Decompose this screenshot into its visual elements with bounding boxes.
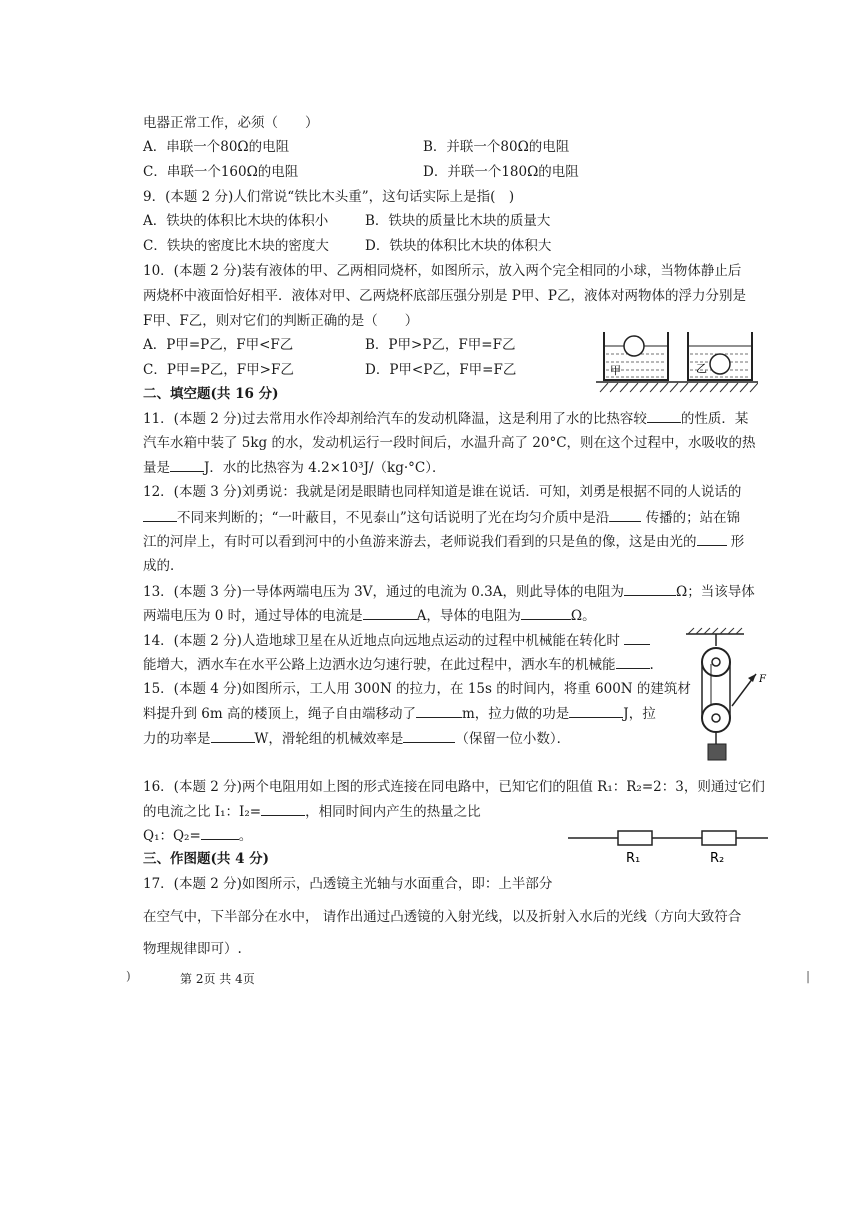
answer-blank[interactable] — [261, 801, 305, 816]
question-15-text-e: W，滑轮组的机械效率是 — [254, 731, 404, 747]
question-14-text-c: . — [649, 657, 654, 673]
answer-blank[interactable] — [521, 605, 571, 620]
question-11-text-d: J．水的比热容为 4.2×10³J/（kg·°C）． — [204, 460, 446, 476]
option-9a: A．铁块的体积比木块的体积小 — [143, 213, 329, 229]
question-17-line-3: 物理规律即可）. — [143, 941, 242, 957]
question-13-text-c: 两端电压为 0 时，通过导体的电流是 — [143, 608, 363, 624]
option-8c: C．串联一个160Ω的电阻 — [143, 164, 299, 180]
page-footer: 第 2页 共 4页 — [180, 972, 255, 986]
movable-pulley — [702, 704, 730, 732]
option-9d: D．铁块的体积比木块的体积大 — [365, 238, 552, 254]
question-15-text-c: J，拉 — [623, 706, 656, 722]
answer-blank[interactable] — [201, 825, 239, 840]
question-13-text-a: 13．(本题 3 分)一导体两端电压为 3V，通过的电流为 0.3A，则此导体的电阻为 — [143, 584, 625, 600]
section-2-heading: 二、填空题(共 16 分) — [143, 386, 279, 402]
answer-blank[interactable] — [363, 605, 417, 620]
question-13-text-e: Ω。 — [570, 608, 596, 624]
resistor-circuit-figure — [568, 826, 770, 868]
ceiling-hatching — [686, 628, 744, 634]
question-10-stem-line-1: 10．(本题 2 分)装有液体的甲、乙两相同烧杯，如图所示，放入两个完全相同的小球，当物体静止后 — [143, 263, 742, 279]
option-9c: C．铁块的密度比木块的密度大 — [143, 238, 329, 254]
question-10-stem-line-3: F甲、F乙，则对它们的判断正确的是（ ） — [143, 313, 419, 329]
beakers-figure — [596, 326, 758, 394]
question-13-line-2 — [143, 605, 596, 626]
question-12-text-a: 不同来判断的；“一叶蔽目，不见泰山”这句话说明了光在均匀介质中是沿 — [177, 510, 610, 526]
question-14-line-2 — [143, 654, 654, 675]
section-3-heading: 三、作图题(共 4 分) — [143, 851, 270, 867]
option-10b: B．P甲>P乙，F甲=F乙 — [365, 337, 516, 353]
answer-blank[interactable] — [624, 581, 676, 596]
answer-blank[interactable] — [624, 630, 650, 645]
answer-blank[interactable] — [647, 408, 681, 423]
question-10-stem-line-2: 两烧杯中液面恰好相平．液体对甲、乙两烧杯底部压强分别是 P甲、P乙，液体对两物体的浮力分别是 — [143, 288, 746, 304]
question-11-line-2: 汽车水箱中装了 5kg 的水，发动机运行一段时间后，水温升高了 20°C，则在这个过程中，水吸收的热 — [143, 435, 756, 451]
option-8b: B．并联一个80Ω的电阻 — [423, 139, 570, 155]
question-8-stem-tail: 电器正常工作，必须（ ） — [143, 115, 319, 131]
option-10a: A．P甲=P乙，F甲<F乙 — [143, 337, 294, 353]
fixed-pulley — [702, 648, 730, 676]
question-15-line-3 — [143, 728, 570, 749]
question-14-text-a: 14．(本题 2 分)人造地球卫星在从近地点向远地点运动的过程中机械能在转化时 — [143, 633, 620, 649]
question-15-line-1: 15．(本题 4 分)如图所示，工人用 300N 的拉力，在 15s 的时间内，将重 600N 的建筑材 — [143, 681, 691, 697]
answer-blank[interactable] — [211, 728, 255, 743]
answer-blank[interactable] — [697, 531, 727, 546]
question-11-text-b: 的性质．某 — [680, 411, 749, 427]
binding-mark: ) — [126, 969, 131, 983]
question-16-line-1: 16．(本题 2 分)两个电阻用如上图的形式连接在同电路中，已知它们的阻值 R₁：R₂=2：3，则通过它们 — [143, 779, 765, 795]
question-11-text-c: 量是 — [143, 460, 170, 476]
load-block — [708, 744, 726, 760]
question-15-text-a: 料提升到 6m 高的楼顶上，绳子自由端移动了 — [143, 706, 416, 722]
question-16-text-a: 的电流之比 I₁：I₂= — [143, 804, 262, 820]
question-15-line-2 — [143, 703, 656, 724]
question-13-text-b: Ω；当该导体 — [676, 584, 755, 600]
question-12-line-4: 成的． — [143, 558, 184, 574]
question-11-line-1 — [143, 408, 748, 429]
answer-blank[interactable] — [416, 703, 462, 718]
question-12-text-b: 传播的；站在锦 — [645, 510, 741, 526]
question-9-options-row-2 — [143, 236, 552, 256]
question-15-text-b: m，拉力做的功是 — [461, 706, 570, 722]
r1-label: R₁ — [626, 851, 641, 866]
question-16-line-3 — [143, 825, 252, 846]
question-14-text-b: 能增大，洒水车在水平公路上边洒水边匀速行驶，在此过程中，洒水车的机械能 — [143, 657, 616, 673]
question-12-text-c: 江的河岸上，有时可以看到河中的小鱼游来游去，老师说我们看到的只是鱼的像，这是由光的 — [143, 534, 697, 550]
question-8-options-row-1 — [143, 137, 570, 157]
answer-blank[interactable] — [609, 507, 641, 522]
question-15-text-d: 力的功率是 — [143, 731, 211, 747]
question-12-text-d: 形 — [730, 534, 745, 550]
answer-blank[interactable] — [143, 507, 177, 522]
binding-mark: | — [806, 969, 811, 983]
answer-blank[interactable] — [403, 728, 455, 743]
beaker-left-label: 甲 — [610, 364, 621, 377]
option-8a: A．串联一个80Ω的电阻 — [143, 139, 290, 155]
question-12-line-3 — [143, 531, 744, 552]
question-13-line-1 — [143, 581, 755, 602]
option-10c: C．P甲=P乙，F甲>F乙 — [143, 362, 294, 378]
question-17-line-2: 在空气中，下半部分在水中， 请作出通过凸透镜的入射光线，以及折射入水后的光线（方向大致符合 — [143, 909, 742, 925]
question-9-stem: 9．(本题 2 分)人们常说“铁比木头重”，这句话实际上是指( ) — [143, 189, 515, 205]
answer-blank[interactable] — [569, 703, 623, 718]
answer-blank[interactable] — [170, 457, 204, 472]
question-12-line-2 — [143, 507, 740, 528]
beaker-right-label: 乙 — [696, 362, 707, 375]
pulley-figure — [682, 626, 774, 764]
option-10d: D．P甲<P乙，F甲=F乙 — [365, 362, 517, 378]
question-17-line-1: 17．(本题 2 分)如图所示，凸透镜主光轴与水面重合，即：上半部分 — [143, 876, 553, 892]
question-16-line-2 — [143, 801, 481, 822]
question-16-text-d: 。 — [238, 828, 253, 844]
question-11-line-3 — [143, 457, 445, 478]
question-9-options-row-1 — [143, 211, 551, 231]
question-16-text-b: ，相同时间内产生的热量之比 — [305, 804, 481, 820]
question-10-options-row-2 — [143, 360, 517, 380]
question-14-line-1 — [143, 630, 650, 651]
option-8d: D．并联一个180Ω的电阻 — [423, 164, 579, 180]
question-13-text-d: A，导体的电阻为 — [416, 608, 521, 624]
resistor-r1 — [618, 831, 652, 845]
question-16-text-c: Q₁：Q₂= — [143, 828, 201, 844]
answer-blank[interactable] — [616, 654, 650, 669]
ground-hatching — [596, 382, 758, 392]
question-12-line-1: 12．(本题 3 分)刘勇说：我就是闭是眼睛也同样知道是谁在说话．可知，刘勇是根据不同的人说话的 — [143, 484, 742, 500]
resistor-r2 — [702, 831, 736, 845]
question-8-options-row-2 — [143, 162, 579, 182]
question-15-text-f: （保留一位小数）． — [455, 731, 571, 747]
question-10-options-row-1 — [143, 335, 516, 355]
force-label: F — [759, 674, 766, 685]
option-9b: B．铁块的质量比木块的质量大 — [365, 213, 551, 229]
r2-label: R₂ — [710, 851, 725, 866]
question-11-text-a: 11．(本题 2 分)过去常用水作冷却剂给汽车的发动机降温，这是利用了水的比热容较 — [143, 411, 647, 427]
